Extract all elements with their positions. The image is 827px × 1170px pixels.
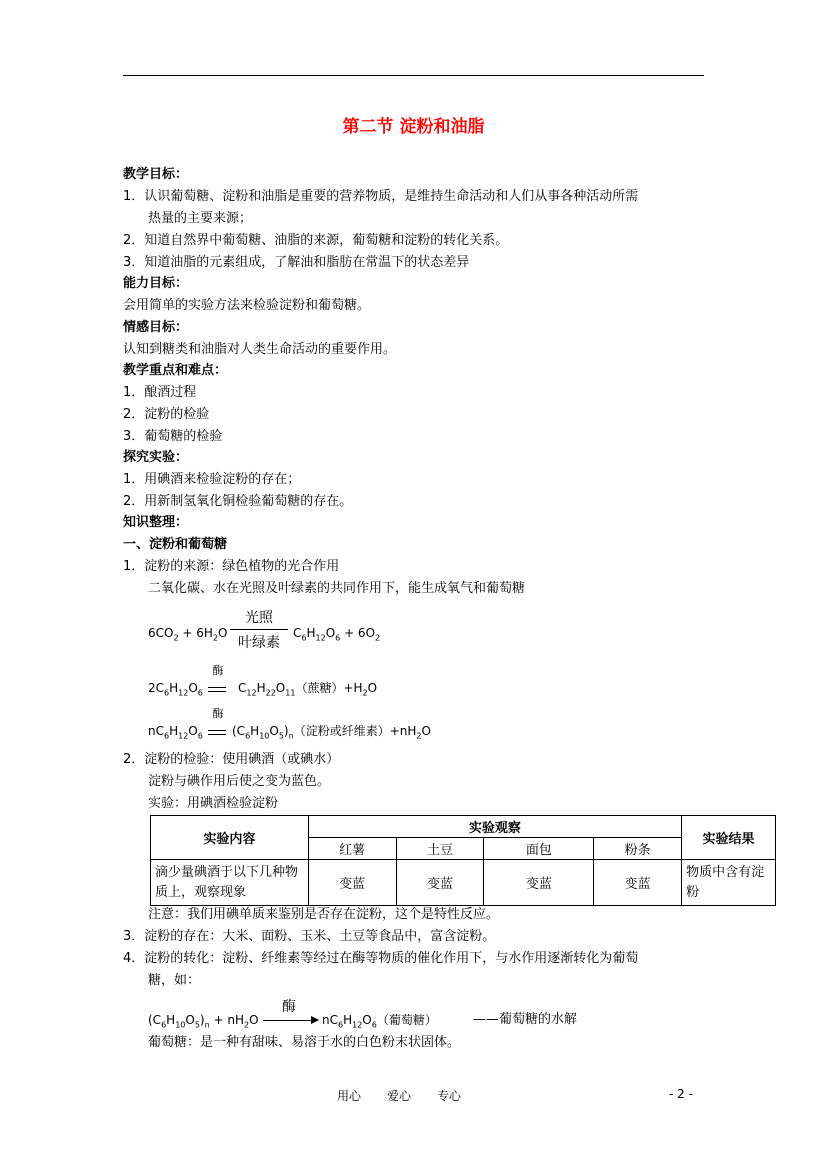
enzyme-condition-2: 酶 [212, 707, 224, 720]
column-sweet-potato: 红薯 [308, 838, 396, 860]
equals-sign-2 [208, 730, 226, 735]
key-points-heading: 教学重点和难点： [123, 363, 228, 378]
header-rule [123, 75, 704, 76]
column-bread: 面包 [484, 838, 594, 860]
equation-sucrose-right: $C_{12}H_{22}O_{11}$（蔗糖）$+H_2O$ [238, 681, 378, 698]
emotion-goals-heading: 情感目标： [123, 320, 189, 335]
starch-existence: 3．淀粉的存在：大米、面粉、玉米、土豆等食品中，富含淀粉。 [123, 929, 496, 944]
footer-text-2: 爱心 [387, 1089, 412, 1103]
key-point-1: 1．酿酒过程 [123, 385, 197, 400]
enzyme-condition-1: 酶 [212, 664, 224, 677]
emotion-goals-text: 认知到糖类和油脂对人类生命活动的重要作用。 [123, 342, 397, 357]
equation-photosynthesis-right: $C_6H_{12}O_6 + 6O_2$ [293, 626, 381, 643]
equation-hydrolysis-left: $(C_6H_{10}O_5)_n + nH_2O$ [148, 1013, 259, 1030]
page-number: - 2 - [669, 1087, 693, 1101]
equals-sign-1 [208, 687, 226, 692]
note: 注意：我们用碘单质来鉴别是否存在淀粉，这个是特性反应。 [148, 907, 500, 922]
teaching-goal-3: 3．知道油脂的元素组成，了解油和脂肪在常温下的状态差异 [123, 255, 470, 270]
condition-light: 光照 [245, 610, 273, 626]
experiment-table [150, 815, 776, 906]
ability-goals-text: 会用简单的实验方法来检验淀粉和葡萄糖。 [123, 298, 371, 313]
teaching-goal-1-cont: 热量的主要来源； [148, 211, 253, 226]
experiment-title: 实验：用碘酒检验淀粉 [148, 796, 279, 811]
glucose-description: 葡萄糖：是一种有甜味、易溶于水的白色粉末状固体。 [148, 1035, 461, 1050]
footer-text-3: 专心 [437, 1089, 462, 1103]
teaching-goal-1: 1．认识葡萄糖、淀粉和油脂是重要的营养物质，是维持生命活动和人们从事各种活动所需 [123, 189, 639, 204]
starch-test: 2．淀粉的检验：使用碘酒（或碘水） [123, 752, 340, 767]
ability-goals-heading: 能力目标： [123, 276, 189, 291]
starch-test-desc: 淀粉与碘作用后使之变为蓝色。 [148, 774, 331, 789]
starch-conversion: 4．淀粉的转化：淀粉、纤维素等经过在酶等物质的催化作用下，与水作用逐渐转化为葡萄 [123, 951, 639, 966]
row-content: 滴少量碘酒于以下几种物质上，观察现象 [151, 860, 309, 906]
experiments-heading: 探究实验： [123, 450, 189, 465]
page-title: 第二节 淀粉和油脂 [342, 117, 485, 137]
experiment-1: 1．用碘酒来检验淀粉的存在； [123, 472, 301, 487]
equation-starch-right: $(C_6H_{10}O_5)_n$（淀粉或纤维素）$+nH_2O$ [232, 724, 431, 741]
cell-value-4: 变蓝 [594, 860, 682, 906]
cell-value-3: 变蓝 [484, 860, 594, 906]
starch-conversion-cont: 糖，如： [148, 973, 201, 988]
header-phenomenon: 实验观察 [308, 816, 681, 838]
condition-chlorophyll: 叶绿素 [238, 635, 280, 651]
header-content: 实验内容 [151, 816, 309, 860]
teaching-goals-heading: 教学目标： [123, 167, 189, 182]
reaction-arrow [263, 1020, 318, 1021]
starch-source-desc: 二氧化碳、水在光照及叶绿素的共同作用下，能生成氧气和葡萄糖 [148, 581, 526, 596]
hydrolysis-note: ——葡萄糖的水解 [473, 1012, 578, 1027]
equation-hydrolysis-right: $nC_6H_{12}O_6$（葡萄糖） [322, 1013, 437, 1030]
key-point-2: 2．淀粉的检验 [123, 407, 210, 422]
knowledge-heading: 知识整理： [123, 515, 189, 530]
column-potato: 土豆 [396, 838, 484, 860]
row-result: 物质中含有淀粉 [682, 860, 776, 906]
section-starch-glucose: 一、淀粉和葡萄糖 [123, 537, 228, 552]
experiment-2: 2．用新制氢氧化铜检验葡萄糖的存在。 [123, 494, 353, 509]
cell-value-2: 变蓝 [396, 860, 484, 906]
enzyme-condition-3: 酶 [282, 999, 296, 1015]
footer-text-1: 用心 [337, 1089, 362, 1103]
equation-sucrose-left: $2C_6H_{12}O_6$ [148, 681, 203, 698]
teaching-goal-2: 2．知道自然界中葡萄糖、油脂的来源，葡萄糖和淀粉的转化关系。 [123, 233, 509, 248]
starch-source: 1．淀粉的来源：绿色植物的光合作用 [123, 559, 340, 574]
header-result: 实验结果 [682, 816, 776, 860]
equation-starch-left: $nC_6H_{12}O_6$ [148, 724, 203, 741]
condition-bar [230, 629, 288, 630]
equation-photosynthesis-left: $6CO_2 + 6H_2O$ [148, 626, 228, 643]
cell-value-1: 变蓝 [308, 860, 396, 906]
photosynthesis-condition [230, 607, 288, 652]
key-point-3: 3．葡萄糖的检验 [123, 429, 223, 444]
column-noodles: 粉条 [594, 838, 682, 860]
